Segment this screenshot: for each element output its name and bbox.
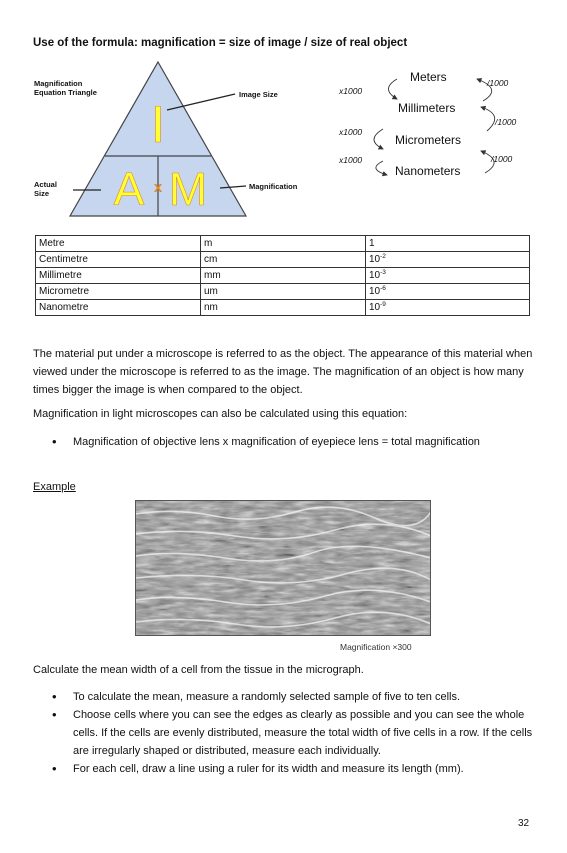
question-text: Calculate the mean width of a cell from the tissue in the micrograph. — [33, 664, 364, 676]
divide-label-1: /1000 — [487, 78, 509, 88]
micrograph-graphic — [135, 500, 431, 636]
image-size-label: Image Size — [239, 90, 278, 99]
actual-size-label: Actual Size — [34, 180, 57, 198]
divide-label-2: /1000 — [495, 117, 517, 127]
multiply-label-1: x1000 — [339, 86, 363, 96]
intro-paragraph: The material put under a microscope is referred to as the object. The appearance of this material when viewed under the microscope is referred to as the image. The magnification of an object is how many times bigger the image is when compared to the object. — [33, 348, 533, 396]
unit-nanometers: Nanometers — [395, 164, 461, 178]
example-heading: Example — [33, 481, 76, 493]
letter-m: M — [168, 163, 208, 215]
table-row — [36, 300, 530, 316]
page-number: 32 — [518, 818, 530, 829]
multiply-label-3: x1000 — [339, 155, 363, 165]
letter-x: x — [153, 179, 163, 196]
list-item: • For each cell, draw a line using a ruler for its width and measure its length (mm). — [33, 760, 543, 778]
unit-name: Nanometre — [36, 300, 201, 316]
micrograph-caption: Magnification ×300 — [340, 642, 412, 652]
unit-name: Centimetre — [36, 252, 201, 268]
unit-micrometers: Micrometers — [395, 133, 462, 147]
page-title: Use of the formula: magnification = size of image / size of real object — [33, 37, 408, 49]
unit-value: $10^{-9}$ — [366, 300, 530, 316]
list-item: • Magnification of objective lens x magnification of eyepiece lens = total magnification — [33, 433, 543, 451]
unit-millimeters: Millimeters — [398, 101, 456, 115]
table-row — [36, 284, 530, 300]
unit-name: Micrometre — [36, 284, 201, 300]
unit-value: 1 — [366, 236, 530, 252]
table-row — [36, 252, 530, 268]
letter-a: A — [113, 163, 145, 215]
multiply-label-2: x1000 — [339, 127, 363, 137]
unit-value: $10^{-6}$ — [366, 284, 530, 300]
unit-symbol: um — [201, 284, 366, 300]
triangle-caption: Magnification Equation Triangle — [34, 79, 97, 97]
unit-symbol: cm — [201, 252, 366, 268]
letter-i: I — [150, 96, 166, 154]
units-table — [35, 235, 530, 316]
magnification-label: Magnification — [249, 182, 298, 191]
table-row — [36, 236, 530, 252]
micrograph-image — [135, 500, 431, 636]
divide-label-3: /1000 — [491, 154, 513, 164]
magnification-triangle-diagram — [33, 58, 303, 218]
unit-name: Metre — [36, 236, 201, 252]
list-item: • Choose cells where you can see the edges as clearly as possible and you can see the whole cells. If the cells are evenly distributed, measure the total width of five cells in a row. If the cells are irregularly shaped or distributed, measure each individually. — [33, 706, 543, 760]
unit-conversion-diagram — [335, 65, 550, 180]
unit-value: $10^{-3}$ — [366, 268, 530, 284]
unit-symbol: nm — [201, 300, 366, 316]
unit-value: $10^{-2}$ — [366, 252, 530, 268]
equation-paragraph: Magnification in light microscopes can also be calculated using this equation: — [33, 408, 408, 420]
list-item: • To calculate the mean, measure a randomly selected sample of five to ten cells. — [33, 688, 543, 706]
unit-symbol: m — [201, 236, 366, 252]
unit-meters: Meters — [410, 70, 447, 84]
steps-list — [33, 688, 543, 778]
equation-bullet-list — [33, 433, 543, 451]
table-row — [36, 268, 530, 284]
unit-name: Millimetre — [36, 268, 201, 284]
unit-symbol: mm — [201, 268, 366, 284]
